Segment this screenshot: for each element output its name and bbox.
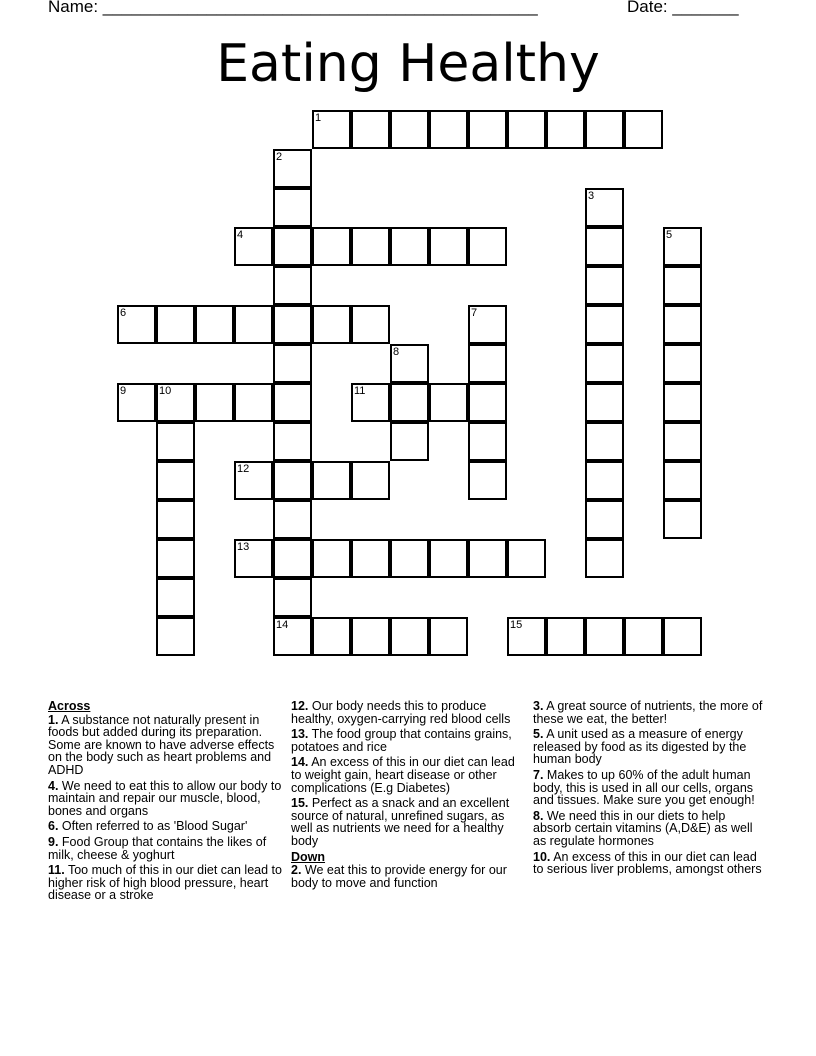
grid-cell[interactable] (429, 383, 468, 422)
clues-column-2 (291, 700, 523, 892)
grid-cell[interactable] (585, 188, 624, 227)
grid-cell[interactable] (390, 539, 429, 578)
clue-across-12 (291, 700, 523, 725)
grid-cell[interactable] (234, 461, 273, 500)
grid-cell[interactable] (468, 227, 507, 266)
clue-number: 14. (291, 755, 309, 770)
grid-cell[interactable] (156, 461, 195, 500)
clue-text: An excess of this in our diet can lead to weight gain, heart disease or other complications (E.g Diabetes) (291, 755, 515, 795)
clue-across-15 (291, 797, 523, 847)
clue-down-7 (533, 769, 765, 807)
grid-cell[interactable] (195, 305, 234, 344)
grid-cell[interactable] (156, 617, 195, 656)
clue-down-2 (291, 864, 523, 889)
grid-cell[interactable] (156, 383, 195, 422)
clue-across-11 (48, 864, 284, 902)
grid-cell[interactable] (351, 110, 390, 149)
grid-cell[interactable] (273, 149, 312, 188)
grid-cell[interactable] (507, 539, 546, 578)
clue-text: We eat this to provide energy for our body to move and function (291, 863, 507, 890)
grid-cell[interactable] (351, 227, 390, 266)
cell-number: 2 (276, 151, 283, 163)
cell-number: 9 (120, 385, 127, 397)
grid-cell[interactable] (312, 617, 351, 656)
down-heading: Down (291, 849, 326, 864)
grid-cell[interactable] (663, 305, 702, 344)
grid-cell[interactable] (585, 266, 624, 305)
grid-cell[interactable] (468, 383, 507, 422)
grid-cell[interactable] (117, 305, 156, 344)
grid-cell[interactable] (507, 617, 546, 656)
clue-number: 3. (533, 699, 544, 713)
grid-cell[interactable] (663, 227, 702, 266)
grid-cell[interactable] (312, 305, 351, 344)
grid-cell[interactable] (273, 422, 312, 461)
grid-cell[interactable] (663, 617, 702, 656)
cell-number: 4 (237, 229, 244, 241)
clue-text: Makes to up 60% of the adult human body, this is used in all our cells, organs and tissues. Make sure you get enough! (533, 767, 755, 808)
clue-down-5 (533, 728, 765, 766)
clue-number: 9. (48, 834, 59, 849)
grid-cell[interactable] (429, 617, 468, 656)
clue-number: 11. (48, 863, 65, 878)
grid-cell[interactable] (585, 461, 624, 500)
clue-number: 7. (533, 767, 544, 782)
grid-cell[interactable] (390, 110, 429, 149)
grid-cell[interactable] (351, 383, 390, 422)
grid-cell[interactable] (273, 539, 312, 578)
grid-cell[interactable] (273, 344, 312, 383)
grid-cell[interactable] (351, 539, 390, 578)
clue-text: Food Group that contains the likes of milk, cheese & yoghurt (48, 834, 267, 862)
grid-cell[interactable] (585, 422, 624, 461)
clue-text: A substance not naturally present in foods but added during its preparation. Some are known to have adverse effects on the body such as heart problems and ADHD (48, 712, 275, 777)
cell-number: 12 (237, 463, 250, 475)
grid-cell[interactable] (585, 500, 624, 539)
grid-cell[interactable] (234, 305, 273, 344)
grid-cell[interactable] (585, 539, 624, 578)
clue-number: 13. (291, 727, 309, 742)
clue-number: 4. (48, 778, 59, 793)
clue-across-14 (291, 756, 523, 794)
grid-cell[interactable] (468, 110, 507, 149)
grid-cell[interactable] (585, 344, 624, 383)
grid-cell[interactable] (312, 227, 351, 266)
grid-cell[interactable] (312, 461, 351, 500)
grid-cell[interactable] (234, 539, 273, 578)
cell-number: 1 (315, 112, 322, 124)
grid-cell[interactable] (312, 110, 351, 149)
grid-cell[interactable] (429, 110, 468, 149)
grid-cell[interactable] (273, 578, 312, 617)
grid-cell[interactable] (585, 110, 624, 149)
clue-across-4 (48, 780, 284, 818)
clue-across-6 (48, 820, 284, 833)
clue-text: We need this in our diets to help absorb certain vitamins (A,D&E) as well as regulate hormones (533, 808, 753, 848)
grid-cell[interactable] (468, 344, 507, 383)
grid-cell[interactable] (663, 461, 702, 500)
clue-number: 2. (291, 863, 302, 878)
grid-cell[interactable] (156, 500, 195, 539)
grid-cell[interactable] (390, 617, 429, 656)
name-field[interactable]: Name: ______________________________________________ (48, 0, 538, 16)
grid-cell[interactable] (624, 617, 663, 656)
grid-cell[interactable] (585, 617, 624, 656)
clue-text: Our body needs this to produce healthy, oxygen-carrying red blood cells (291, 699, 511, 726)
grid-cell[interactable] (468, 305, 507, 344)
grid-cell[interactable] (585, 383, 624, 422)
grid-cell[interactable] (663, 383, 702, 422)
grid-cell[interactable] (507, 110, 546, 149)
grid-cell[interactable] (117, 383, 156, 422)
clue-across-13 (291, 728, 523, 753)
cell-number: 14 (276, 619, 289, 631)
clue-number: 8. (533, 808, 544, 823)
clue-text: Too much of this in our diet can lead to higher risk of high blood pressure, heart disease or a stroke (48, 863, 282, 903)
clue-number: 15. (291, 796, 309, 811)
clue-down-8 (533, 810, 765, 848)
clue-text: Perfect as a snack and an excellent source of natural, unrefined sugars, as well as nutrients we need for a healthy body (291, 796, 510, 848)
grid-cell[interactable] (624, 110, 663, 149)
grid-cell[interactable] (351, 461, 390, 500)
grid-cell[interactable] (390, 344, 429, 383)
grid-cell[interactable] (429, 539, 468, 578)
grid-cell[interactable] (312, 539, 351, 578)
cell-number: 13 (237, 541, 250, 553)
grid-cell[interactable] (390, 422, 429, 461)
grid-cell[interactable] (390, 227, 429, 266)
grid-cell[interactable] (351, 305, 390, 344)
clue-text: We need to eat this to allow our body to maintain and repair our muscle, blood, bones and organs (48, 778, 282, 818)
grid-cell[interactable] (273, 617, 312, 656)
date-field[interactable]: Date: _______ (627, 0, 739, 16)
grid-cell[interactable] (585, 227, 624, 266)
clue-text: The food group that contains grains, potatoes and rice (291, 727, 512, 754)
clue-across-9 (48, 836, 284, 861)
clue-down-3 (533, 700, 765, 725)
grid-cell[interactable] (663, 500, 702, 539)
across-heading: Across (48, 699, 91, 713)
grid-cell[interactable] (468, 461, 507, 500)
clue-text: An excess of this in our diet can lead to serious liver problems, amongst others (533, 849, 762, 877)
grid-cell[interactable] (273, 383, 312, 422)
cell-number: 8 (393, 346, 400, 358)
grid-cell[interactable] (429, 227, 468, 266)
page-title: Eating Healthy (216, 34, 600, 94)
grid-cell[interactable] (234, 383, 273, 422)
grid-cell[interactable] (234, 227, 273, 266)
grid-cell[interactable] (273, 500, 312, 539)
cell-number: 10 (159, 385, 172, 397)
clue-across-1 (48, 714, 284, 777)
grid-cell[interactable] (663, 422, 702, 461)
grid-cell[interactable] (351, 617, 390, 656)
grid-cell[interactable] (468, 539, 507, 578)
grid-cell[interactable] (195, 383, 234, 422)
grid-cell[interactable] (468, 422, 507, 461)
clue-text: A unit used as a measure of energy released by food as its digested by the human body (533, 727, 747, 767)
grid-cell[interactable] (156, 539, 195, 578)
grid-cell[interactable] (273, 305, 312, 344)
cell-number: 6 (120, 307, 127, 319)
grid-cell[interactable] (156, 422, 195, 461)
cell-number: 7 (471, 307, 478, 319)
grid-cell[interactable] (585, 305, 624, 344)
clues-column-3 (533, 700, 765, 879)
grid-cell[interactable] (546, 110, 585, 149)
grid-cell[interactable] (273, 266, 312, 305)
grid-cell[interactable] (663, 344, 702, 383)
cell-number: 11 (354, 385, 366, 397)
clue-number: 1. (48, 712, 59, 727)
grid-cell[interactable] (273, 188, 312, 227)
clue-number: 5. (533, 727, 544, 742)
clue-down-10 (533, 851, 765, 876)
cell-number: 15 (510, 619, 523, 631)
clue-number: 10. (533, 849, 551, 864)
cell-number: 3 (588, 190, 595, 202)
clue-number: 12. (291, 699, 309, 713)
grid-cell[interactable] (273, 227, 312, 266)
clues-column-1 (48, 700, 284, 905)
grid-cell[interactable] (546, 617, 585, 656)
grid-cell[interactable] (156, 578, 195, 617)
grid-cell[interactable] (273, 461, 312, 500)
cell-number: 5 (666, 229, 673, 241)
grid-cell[interactable] (390, 383, 429, 422)
clue-number: 6. (48, 819, 59, 834)
clue-text: A great source of nutrients, the more of these we eat, the better! (533, 699, 763, 726)
grid-cell[interactable] (156, 305, 195, 344)
grid-cell[interactable] (663, 266, 702, 305)
clue-text: Often referred to as 'Blood Sugar' (61, 819, 248, 834)
